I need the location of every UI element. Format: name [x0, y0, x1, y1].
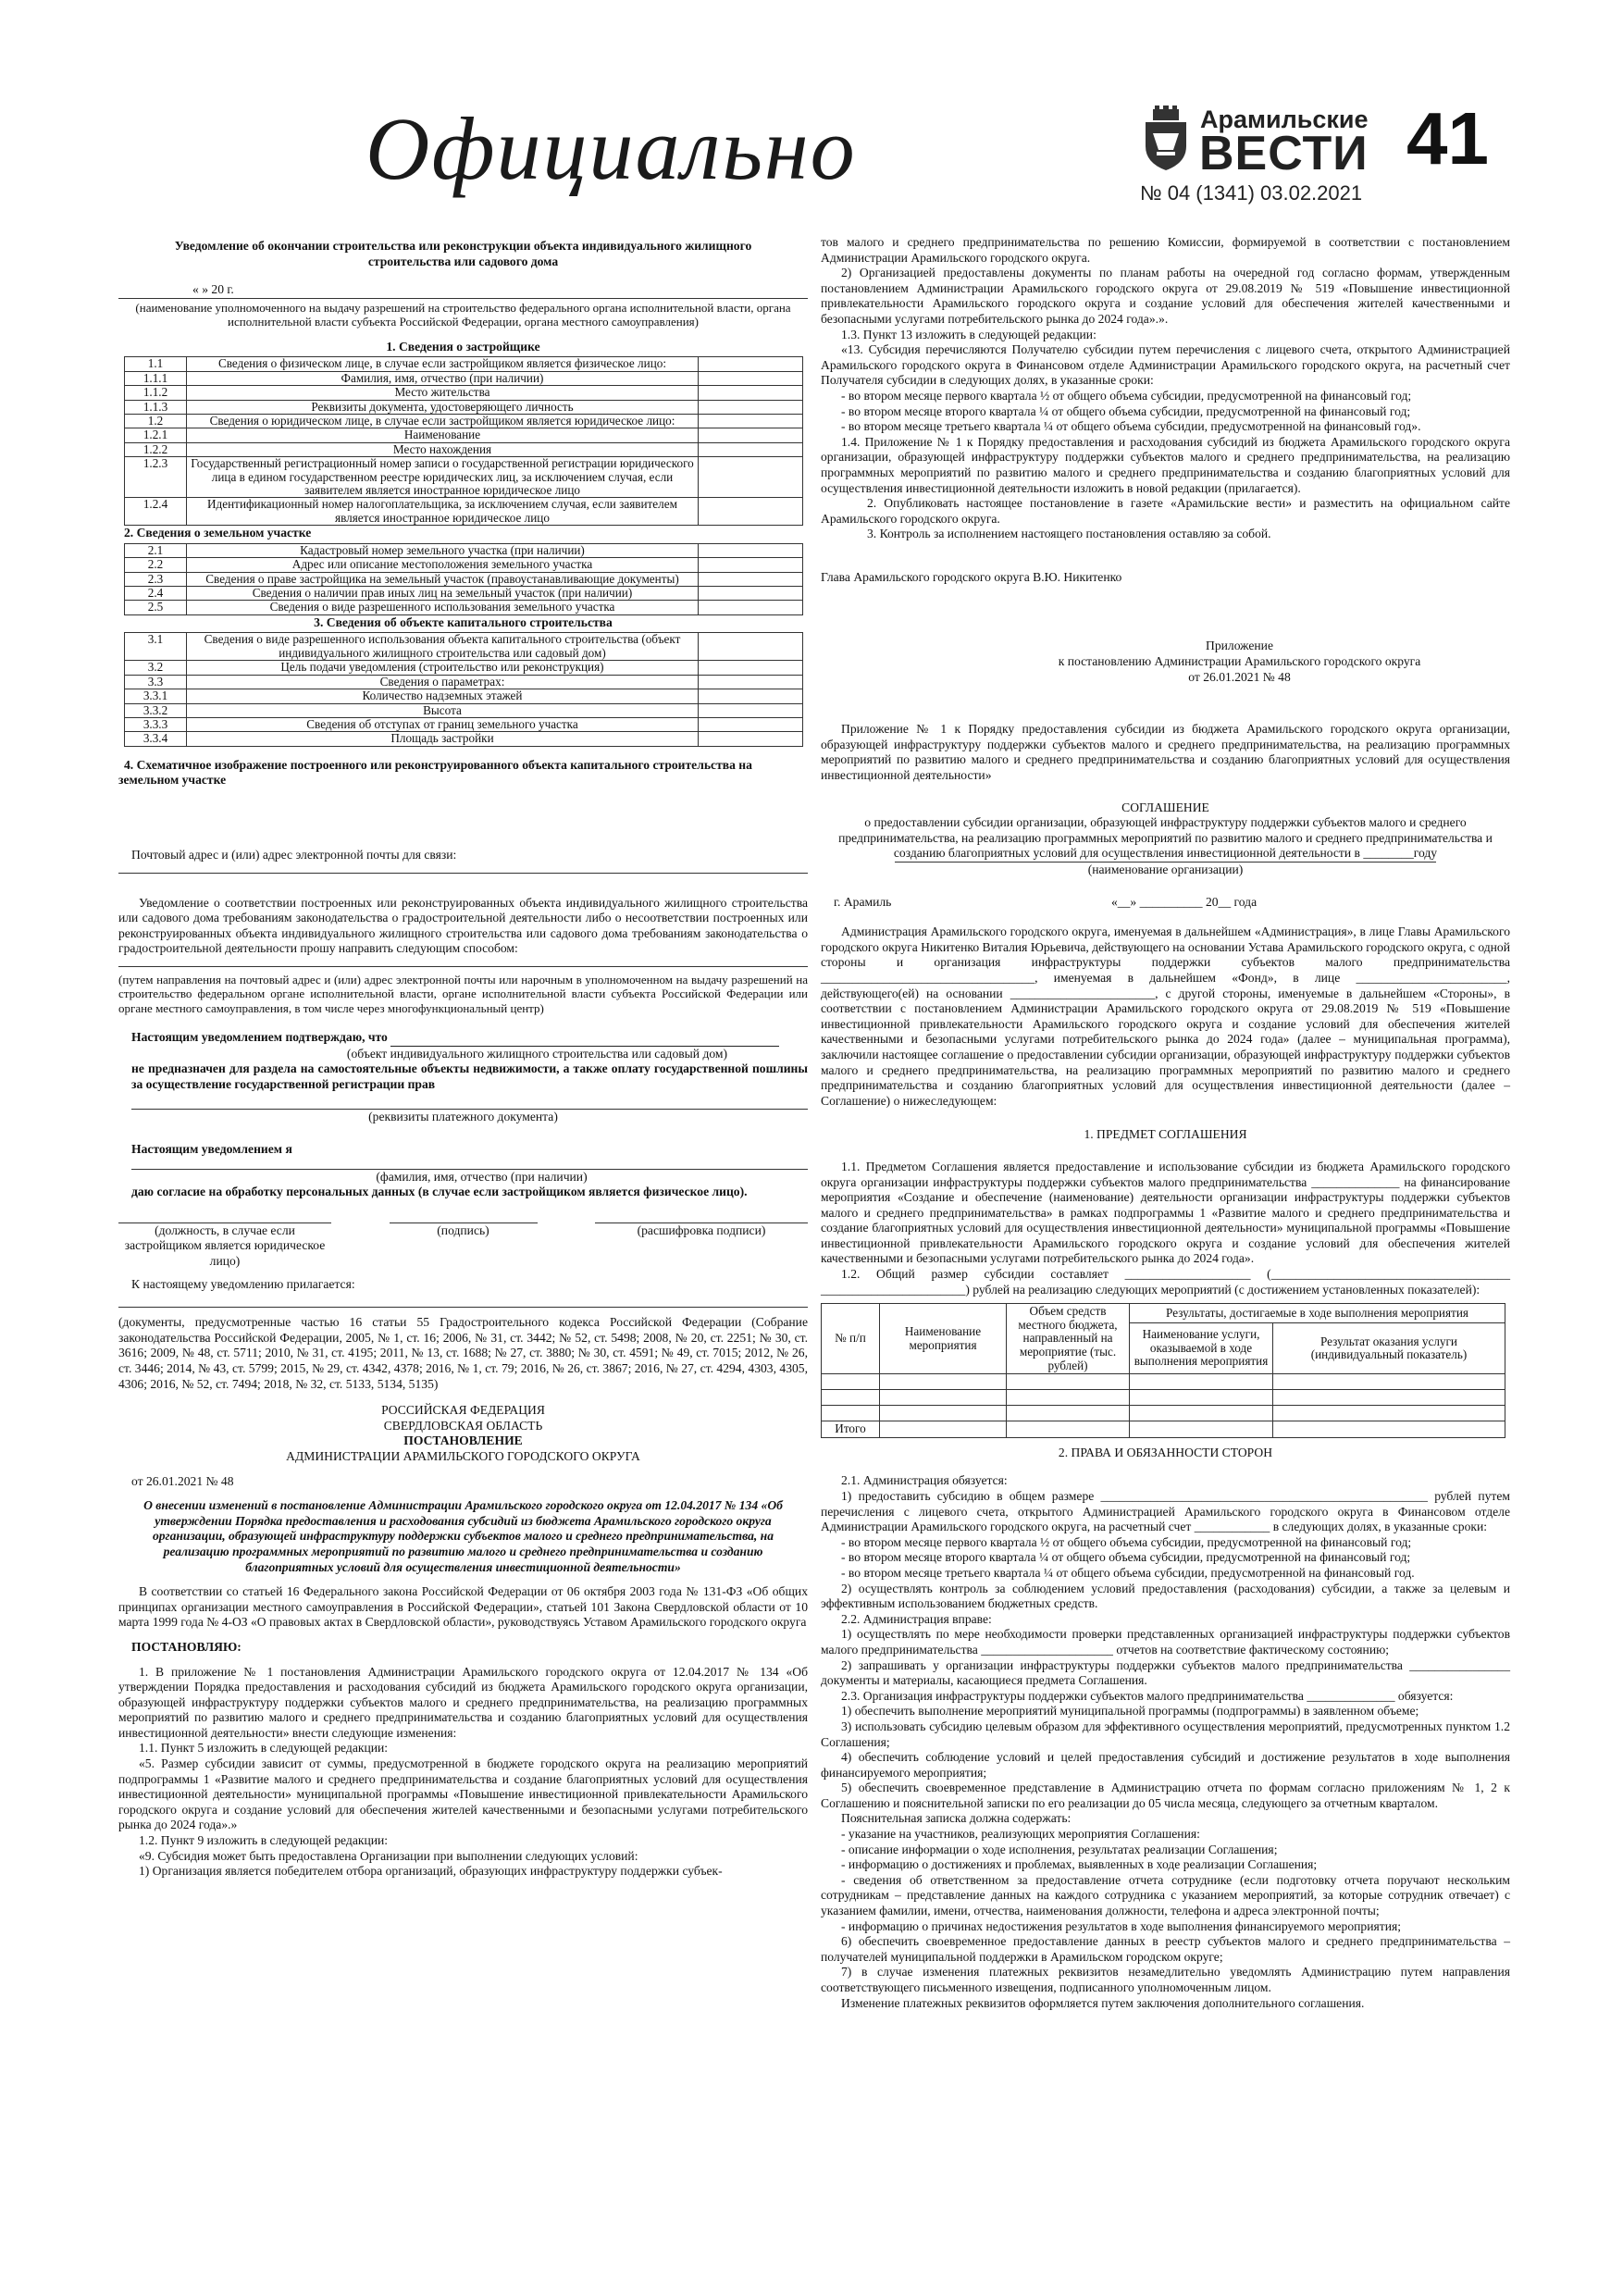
paragraph: 7) в случае изменения платежных реквизитов незамедлительно уведомлять Администрацию путем направления соответствующего письменного извещения, подписанного уполномоченным лицом.: [821, 1965, 1510, 1994]
paragraph: 4) обеспечить соблюдение условий и целей предоставления субсидий и достижение результатов в ходе выполнения финансируемого мероприятия;: [821, 1750, 1510, 1780]
logo-wordmark-big: ВЕСТИ: [1199, 127, 1369, 180]
agreement-parties: Администрация Арамильского городского округа, именуемая в дальнейшем «Администрация», в лице Главы Арамильского городского округа Никитенко Виталия Юрьевича, действующего на основании Устава Арамильского городского округа, с одной стороны и организация инфраструктуры поддержки субъектов малого предпринимательства __________________________________, именуемая в дальнейшем «Фонд», в лице ________________________, действующего(ей) на основании _______________________, с другой стороны, именуемые в дальнейшем «Стороны», в соответствии с постановлением Администрации Арамильского городского округа от 29.08.2019 № 519 «Повышение инвестиционной привлекательности Арамильского городского округа и создание условий для обеспечения жителей качественными и безопасными услугами потребительского рынка до 2024 года» (далее – муниципальная программа), заключили настоящее соглашение о предоставлении субсидии организации, образующей инфраструктуру поддержки субъектов малого и среднего предпринимательства, на реализацию программных мероприятий по развитию малого и среднего предпринимательства и созданию благоприятных условий для осуществления инвестиционной деятельности (далее – Соглашение) о нижеследующем:: [821, 925, 1510, 1108]
land-table: [124, 543, 803, 615]
paragraph: 2) осуществлять контроль за соблюдением условий предоставления (расходования) субсидии, а также за целевым и эффективным использованием бюджетных средств.: [821, 1581, 1510, 1611]
paragraph: «13. Субсидия перечисляются Получателю субсидии путем перечисления с лицевого счета, открытого Администрацией Арамильского городского округа в Финансовом отделе Администрации Арамильского городского округа, на расчетный счет Получателя субсидии в следующих долях, в указанные сроки:: [821, 342, 1510, 388]
table-row: 1.2.4 Идентификационный номер налогоплательщика, за исключением случая, если заявителем является иностранное юридическое лицо: [125, 498, 803, 526]
confirm-text: не предназначен для раздела на самостоятельные объекты недвижимости, а также оплату государственной пошлины за осуществление государственной регистрации прав: [131, 1061, 808, 1091]
issue-info: № 04 (1341) 03.02.2021: [1140, 181, 1363, 205]
section-1-title: 1. Сведения о застройщике: [386, 339, 540, 354]
table-row: [822, 1390, 1505, 1406]
payment-line: [131, 1092, 808, 1110]
table-row: 3.3.4 Площадь застройки: [125, 732, 803, 746]
page-number: 41: [1406, 97, 1489, 180]
decree-point-1-1-text: «5. Размер субсидии зависит от суммы, предусмотренной в бюджете городского округа на реализацию мероприятий подпрограммы 1 «Развитие малого и среднего предпринимательства и создание благоприятных условий для осуществления инвестиционной деятельности» муниципальной программы «Повышение инвестиционной привлекательности Арамильского городского округа и создание условий для обеспечения жителей качественными и безопасными услугами потребительского рынка до 2024 года».»: [118, 1756, 808, 1832]
agreement-city: г. Арамиль: [834, 894, 892, 909]
total-label: Итого: [822, 1421, 880, 1438]
section-3-title: 3. Сведения об объекте капитального строительства: [314, 614, 613, 629]
table-row: [822, 1406, 1505, 1421]
signature-hint: (подпись): [437, 1222, 489, 1237]
fio-line: [131, 1158, 808, 1170]
fio-hint: (фамилия, имя, отчество (при наличии): [376, 1169, 588, 1184]
decree-point-1-2-cond: 1) Организация является победителем отбора организаций, образующих инфраструктуру поддержки субъек-: [139, 1864, 723, 1879]
region: СВЕРДЛОВСКАЯ ОБЛАСТЬ: [383, 1418, 543, 1433]
table-row: 1.1.2 Место жительства: [125, 386, 803, 400]
paragraph: - информацию о достижениях и проблемах, выявленных в ходе реализации Соглашения;: [841, 1857, 1318, 1872]
table-row: [822, 1421, 1505, 1438]
agreement-place-date: [821, 895, 1510, 911]
attached-label: К настоящему уведомлению прилагается:: [131, 1276, 355, 1291]
attached-line: [118, 1292, 808, 1308]
decree-label: ПОСТАНОВЛЕНИЕ: [403, 1433, 523, 1448]
right-column: [821, 235, 1510, 2011]
section-4-title: 4. Схематичное изображение построенного или реконструированного объекта капитального строительства на земельном участке: [118, 757, 752, 788]
table-row: 1.2.2 Место нахождения: [125, 442, 803, 456]
table-header: Результаты, достигаемые в ходе выполнения мероприятия: [1130, 1304, 1505, 1323]
signature-position-hint: (должность, в случае если застройщиком является юридическое лицо): [124, 1222, 326, 1269]
decree-point-1-2: 1.2. Пункт 9 изложить в следующей редакции:: [139, 1833, 389, 1848]
paragraph: Пояснительная записка должна содержать:: [841, 1811, 1072, 1826]
signature-block: [118, 1222, 808, 1270]
table-header: Наименование услуги, оказываемой в ходе выполнения мероприятия: [1130, 1323, 1273, 1374]
table-header: № п/п: [822, 1304, 880, 1374]
paragraph: - во втором месяце третьего квартала ¼ от общего объема субсидии, предусмотренной на финансовый год.: [841, 1565, 1415, 1580]
paragraph: 5) обеспечить своевременное представление в Администрацию отчета по формам согласно приложениям № 1, 2 к Соглашению и пояснительной записки по его реализации до 05 числа месяца, следующего за отчетным кварталом.: [821, 1781, 1510, 1810]
paragraph: 1.2. Общий размер субсидии составляет ____________________ (______________________________________ _______________________) рублей на реализацию следующих мероприятий (с достижением установленных показателей):: [821, 1267, 1510, 1297]
administration: АДМИНИСТРАЦИИ АРАМИЛЬСКОГО ГОРОДСКОГО ОКРУГА: [286, 1448, 640, 1463]
paragraph: 1.1. Предметом Соглашения является предоставление и использование субсидии из бюджета Арамильского городского округа организации инфраструктуры поддержки субъектов малого предпринимательства ______________ на финансирование мероприятия «Создание и обеспечение (наименование) деятельности организации инфраструктуры поддержки субъектов малого и среднего предпринимательства» в рамках подпрограммы 1 «Развитие малого и среднего предпринимательства и создание благоприятных условий для осуществления инвестиционной деятельности» муниципальной программы «Повышение инвестиционной привлекательности Арамильского городского округа и создание условий для обеспечения жителей качественными и безопасными услугами потребительского рынка до 2024 года».: [821, 1159, 1510, 1266]
paragraph: - во втором месяце второго квартала ¼ от общего объема субсидии, предусмотренной на финансовый год;: [841, 403, 1411, 418]
developer-table: [124, 356, 803, 526]
paragraph: 6) обеспечить своевременное предоставление данных в реестр субъектов малого и среднего предпринимательства – получателей муниципальной поддержки в Арамильском городском округе;: [821, 1934, 1510, 1964]
decree-basis: В соответствии со статьей 16 Федерального закона Российской Федерации от 06 октября 2003 года № 131-ФЗ «Об общих принципах организации местного самоуправления в Российской Федерации», статьей 101 Закона Свердловской области от 10 марта 1999 года № 4-ОЗ «О правовых актах в Свердловской области», руководствуясь Уставом Арамильского городского округа: [118, 1584, 808, 1630]
object-table: [124, 632, 803, 746]
paragraph: Изменение платежных реквизитов оформляется путем заключения дополнительного соглашения.: [841, 1995, 1365, 2010]
decree-date: от 26.01.2021 № 48: [131, 1473, 234, 1488]
payment-hint: (реквизиты платежного документа): [368, 1110, 558, 1124]
table-row: 3.3.1 Количество надземных этажей: [125, 689, 803, 703]
paragraph: - во втором месяце третьего квартала ¼ от общего объема субсидии, предусмотренной на финансовый год».: [841, 419, 1421, 434]
table-row: 2.4 Сведения о наличии прав иных лиц на земельный участок (при наличии): [125, 587, 803, 601]
paragraph: - описание информации о ходе исполнения, результатах реализации Соглашения;: [841, 1842, 1278, 1856]
section-rights-title: 2. ПРАВА И ОБЯЗАННОСТИ СТОРОН: [1058, 1445, 1273, 1459]
confirm-label: Настоящим уведомлением подтверждаю, что: [118, 1030, 808, 1047]
date-line: « » 20 г.: [192, 282, 234, 297]
table-row: 3.3.3 Сведения об отступах от границ земельного участка: [125, 717, 803, 731]
paragraph: 1.3. Пункт 13 изложить в следующей редакции:: [841, 327, 1096, 341]
paragraph: - во втором месяце второго квартала ¼ от общего объема субсидии, предусмотренной на финансовый год;: [841, 1550, 1411, 1565]
newspaper-logo: [1140, 104, 1369, 180]
section-title: Официально: [365, 99, 857, 198]
table-row: [822, 1374, 1505, 1390]
table-row: 1.2.3 Государственный регистрационный номер записи о государственной регистрации юридического лица в едином государственном реестре юридических лиц, за исключением случая, если заявителем является иностранное юридическое лицо: [125, 457, 803, 498]
signature-decode-hint: (расшифровка подписи): [637, 1222, 766, 1237]
logo-wordmark-small: Арамильские: [1200, 105, 1369, 133]
table-row: 2.3 Сведения о праве застройщика на земельный участок (правоустанавливающие документы): [125, 572, 803, 586]
paragraph: 1.4. Приложение № 1 к Порядку предоставления и расходования субсидий из бюджета Арамильского городского округа организации, образующей инфраструктуру поддержки субъектов малого и среднего предпринимательства, на реализацию программных мероприятий по развитию малого и среднего предпринимательства и созданию благоприятных условий для осуществления инвестиционной деятельности изложить в новой редакции (прилагается).: [821, 434, 1510, 495]
table-row: [822, 1304, 1505, 1323]
paragraph: 2) запрашивать у организации инфраструктуры поддержки субъектов малого предпринимательства ________________ документы и материалы, касающиеся предмета Соглашения.: [821, 1657, 1510, 1688]
table-row: 1.1.1 Фамилия, имя, отчество (при наличии): [125, 371, 803, 385]
paragraph: 1) обеспечить выполнение мероприятий муниципальной программы (подпрограммы) в заявленном объеме;: [841, 1704, 1419, 1719]
table-header: Наименование мероприятия: [880, 1304, 1007, 1374]
paragraph: 2. Опубликовать настоящее постановление в газете «Арамильские вести» и разместить на официальном сайте Арамильского городского округа.: [821, 496, 1510, 526]
paragraph: 2.3. Организация инфраструктуры поддержки субъектов малого предпринимательства ______________ обязуется:: [841, 1688, 1454, 1703]
paragraph: - сведения об ответственном за предоставление отчета сотруднике (если подготовку отчета поручают нескольким сотрудникам – представление данных на каждого сотрудника с указанием мероприятий, за которые сотрудник отвечает) с указанием фамилии, имени, отчества, наименования должности, телефона и адреса электронной почты;: [821, 1872, 1510, 1918]
recipient-line: [118, 298, 808, 299]
paragraph: - информацию о причинах недостижения результатов в ходе выполнения финансируемого мероприятия;: [841, 1918, 1401, 1933]
resolve-label: ПОСТАНОВЛЯЮ:: [131, 1639, 242, 1654]
table-row: 3.3.2 Высота: [125, 703, 803, 717]
agreement-title: СОГЛАШЕНИЕ: [1121, 800, 1209, 814]
decree-point-1: 1. В приложение № 1 постановления Администрации Арамильского городского округа от 12.04.2017 № 134 «Об утверждении Порядка предоставления и расходования субсидий из бюджета Арамильского городского округа организации, образующей инфраструктуру поддержки субъектов малого и среднего предпринимательства, на реализацию программных мероприятий по развитию малого и среднего предпринимательства и созданию благоприятных условий для осуществления инвестиционной деятельности» внести следующие изменения:: [118, 1664, 808, 1740]
confirm-hint: (объект индивидуального жилищного строительства или садовый дом): [346, 1046, 728, 1061]
table-row: 1.1.3 Реквизиты документа, удостоверяющего личность: [125, 400, 803, 414]
compliance-text: Уведомление о соответствии построенных или реконструированных объекта индивидуального жилищного строительства или садового дома требованиям законодательства о градостроительной деятельности либо о несоответствии построенных или реконструированных объекта индивидуального жилищного строительства или садового дома требованиям законодательства о градостроительной деятельности прошу направить следующим способом:: [118, 895, 808, 956]
table-row: 2.5 Сведения о виде разрешенного использования земельного участка: [125, 601, 803, 614]
paragraph: - во втором месяце первого квартала ½ от общего объема субсидии, предусмотренной на финансовый год;: [841, 1534, 1412, 1549]
paragraph: 3) использовать субсидию целевым образом для эффективного осуществления мероприятий, предусмотренных пунктом 1.2 Соглашения;: [821, 1719, 1510, 1749]
table-header: Объем средств местного бюджета, направленный на мероприятие (тыс. рублей): [1007, 1304, 1130, 1374]
method-hint: (путем направления на почтовый адрес и (или) адрес электронной почты или нарочным в уполномоченном на выдачу разрешений на строительство федеральном органе исполнительной власти, органе исполнительной власти субъекта Российской Федерации или органе местного самоуправления, в том числе через многофункциональный центр): [118, 972, 808, 1015]
i-hereby-label: Настоящим уведомлением я: [131, 1142, 292, 1157]
postal-line: [118, 863, 808, 874]
paragraph: - указание на участников, реализующих мероприятия Соглашения:: [841, 1827, 1200, 1842]
table-row: 1.2 Сведения о юридическом лице, в случае если застройщиком является юридическое лицо:: [125, 415, 803, 428]
paragraph: тов малого и среднего предпринимательства по решению Комиссии, формируемой в соответствии с постановлением Администрации Арамильского городского округа.: [821, 235, 1510, 265]
table-row: 3.1 Сведения о виде разрешенного использования объекта капитального строительства (объект индивидуального жилищного строительства или садовый дом): [125, 633, 803, 661]
table-row: 1.1 Сведения о физическом лице, в случае если застройщиком является физическое лицо:: [125, 357, 803, 371]
table-row: 3.2 Цель подачи уведомления (строительство или реконструкция): [125, 661, 803, 675]
agreement-subtitle: о предоставлении субсидии организации, образующей инфраструктуру поддержки субъектов малого и среднего предпринимательства, на реализацию программных мероприятий по развитию малого и среднего предпринимательства и созданию благоприятных условий для осуществления инвестиционной деятельности в ________году: [838, 815, 1493, 861]
annex-date: от 26.01.2021 № 48: [1188, 669, 1291, 684]
org-hint: (наименование организации): [1087, 863, 1244, 876]
consent-text: даю согласие на обработку персональных данных (в случае если застройщиком является физическое лицо).: [131, 1185, 748, 1199]
table-row: 2.1 Кадастровый номер земельного участка (при наличии): [125, 543, 803, 557]
table-header: Результат оказания услуги (индивидуальный показатель): [1273, 1323, 1505, 1374]
paragraph: 2) Организацией предоставлены документы по планам работы на очередной год согласно формам, утвержденным постановлением Администрации Арамильского городского округа от 29.08.2019 № 519 «Повышение инвестиционной привлекательности Арамильского городского округа и создание условий для обеспечения жителей качественными и безопасными услугами потребительского рынка до 2024 года».».: [821, 266, 1510, 326]
method-line: [118, 957, 808, 967]
paragraph: 1) осуществлять по мере необходимости проверки представленных организацией инфраструктуры поддержки субъектов малого предпринимательства _____________________ отчетов на соответствие фактическому состоянию;: [821, 1627, 1510, 1657]
paragraph: 2.1. Администрация обязуется:: [841, 1473, 1008, 1488]
head-signature: Глава Арамильского городского округа В.Ю. Никитенко: [821, 569, 1122, 584]
attached-docs: (документы, предусмотренные частью 16 статьи 55 Градостроительного кодекса Российской Федерации (Собрание законодательства Российской Федерации, 2005, № 1, ст. 16; 2006, № 31, ст. 3442; № 52, ст. 5498; 2008, № 20, ст. 2251; № 30, ст. 3616; 2009, № 48, ст. 5711; 2010, № 31, ст. 4195; 2011, № 13, ст. 1688; № 27, ст. 3880; № 30, ст. 4591; № 49, ст. 7015; 2012, № 26, ст. 3446; 2014, № 43, ст. 5799; 2015, № 29, ст. 4342, 4378; 2016, № 1, ст. 79; 2016, № 26, ст. 3867; 2016, № 27, ст. 4294, 4303, 4305, 4306; 2016, № 52, ст. 7494; 2018, № 32, ст. 5133, 5134, 5135): [118, 1315, 808, 1391]
table-row: 1.2.1 Наименование: [125, 428, 803, 442]
postal-address-label: Почтовый адрес и (или) адрес электронной почты для связи:: [131, 847, 457, 862]
annex-text: Приложение № 1 к Порядку предоставления субсидии из бюджета Арамильского городского округа организации, образующей инфраструктуру поддержки субъектов малого и среднего предпринимательства, на реализацию программных мероприятий по развитию малого и среднего предпринимательства и созданию благоприятных условий для осуществления инвестиционной деятельности»: [821, 722, 1510, 783]
notice-title: Уведомление об окончании строительства или реконструкции объекта индивидуального жилищного строительства или садового дома: [174, 239, 752, 268]
left-column: [118, 239, 808, 1880]
recipient-hint: (наименование уполномоченного на выдачу разрешений на строительство федерального органа исполнительной власти, органа исполнительной власти субъекта Российской Федерации, органа местного самоуправления): [135, 300, 791, 329]
table-row: 2.2 Адрес или описание местоположения земельного участка: [125, 558, 803, 572]
results-table: [821, 1303, 1505, 1438]
decree-title: О внесении изменений в постановление Администрации Арамильского городского округа от 12.04.2017 № 134 «Об утверждении Порядка предоставления и расходования субсидий из бюджета Арамильского городского округа организации, образующей инфраструктуру поддержки субъектов малого и среднего предпринимательства, на реализацию программных мероприятий по развитию малого и среднего предпринимательства и созданию благоприятных условий для осуществления инвестиционной деятельности»: [143, 1498, 783, 1574]
paragraph: 1) предоставить субсидию в общем размере ____________________________________________________ рублей путем перечисления с лицевого счета, открытого Администрацией Арамильского городского округа в Финансовом отделе Администрации Арамильского городского округа, на расчетный счет ____________ в следующих долях, в указанные сроки:: [821, 1489, 1510, 1534]
coat-of-arms-icon: [1140, 105, 1192, 172]
table-row: 3.3 Сведения о параметрах:: [125, 675, 803, 689]
paragraph: 2.2. Администрация вправе:: [841, 1611, 992, 1626]
agreement-date: «__» __________ 20__ года: [1111, 894, 1258, 909]
annex-label: Приложение: [1206, 639, 1273, 653]
paragraph: 3. Контроль за исполнением настоящего постановления оставляю за собой.: [867, 527, 1271, 541]
section-2-title: 2. Сведения о земельном участке: [124, 526, 312, 540]
decree-point-1-1: 1.1. Пункт 5 изложить в следующей редакции:: [139, 1741, 389, 1756]
decree-point-1-2-text: «9. Субсидия может быть предоставлена Организации при выполнении следующих условий:: [139, 1848, 638, 1863]
section-subject-title: 1. ПРЕДМЕТ СОГЛАШЕНИЯ: [1084, 1127, 1247, 1142]
country: РОССИЙСКАЯ ФЕДЕРАЦИЯ: [381, 1403, 545, 1418]
annex-ref: к постановлению Администрации Арамильского городского округа: [1058, 654, 1421, 669]
paragraph: - во втором месяце первого квартала ½ от общего объема субсидии, предусмотренной на финансовый год;: [841, 388, 1412, 403]
